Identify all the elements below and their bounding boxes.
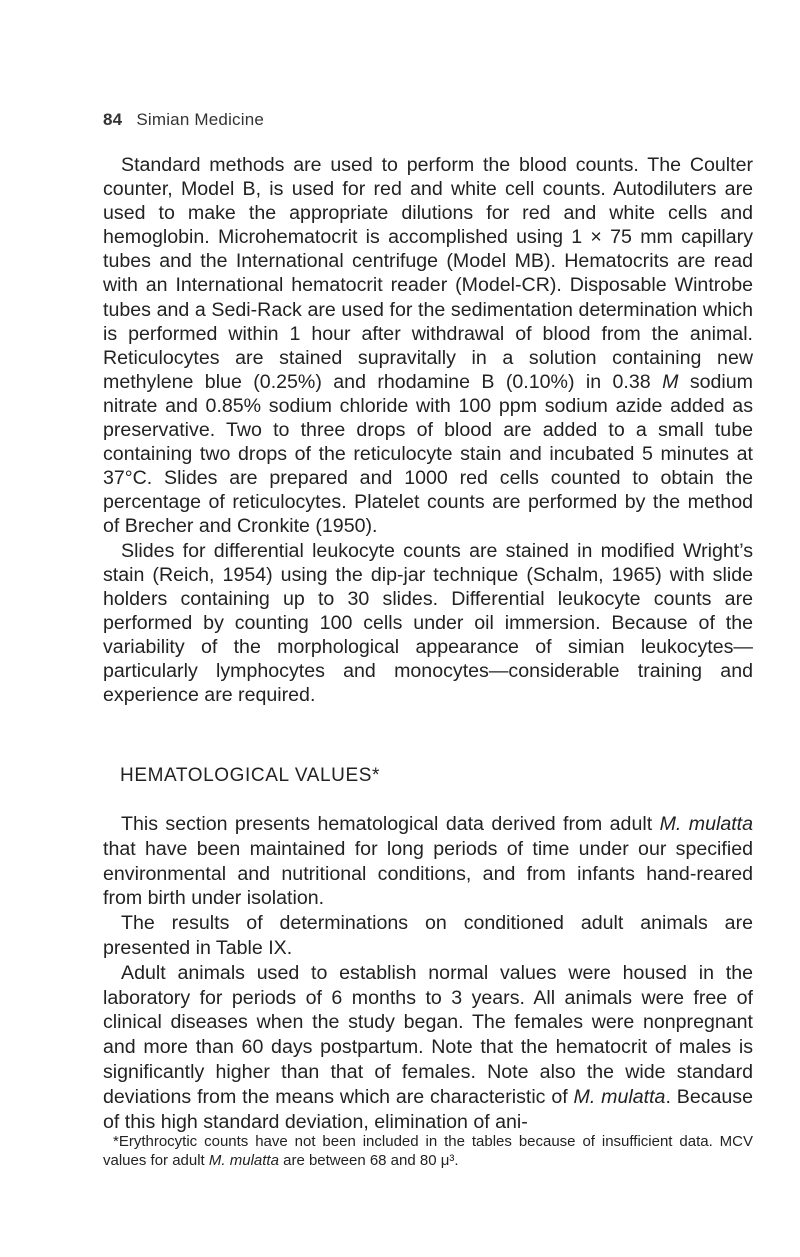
running-head <box>103 110 264 130</box>
methods-paragraph-2: Slides for differential leukocyte counts are stained in modified Wright’s stain (Reich, 1954) using the dip-jar technique (Schalm, 1965) with slide holders containing up to 30 slides. Differential leukocyte counts are performed by counting 100 cells under oil immersion. Because of the variability of the morphological appearance of simian leukocytes—particularly lymphocytes and monocytes—considerable training and experience are required. <box>103 539 753 707</box>
section-heading: HEMATOLOGICAL VALUES* <box>120 765 381 786</box>
hematological-values-section <box>103 812 753 1134</box>
text-run: . <box>454 1151 459 1169</box>
text-run: sodium nitrate and 0.85% sodium chloride with 100 ppm sodium azide added as preservative. Two to three drops of blood are added to a small tube containing two drops of the reticulocyte stain and incubated 5 minutes at 37°C. Slides are prepared and 1000 red cells counted to obtain the percentage of reticulocytes. Platelet counts are performed by the method of Brecher and Cronkite (1950). <box>103 370 753 538</box>
unit-mu-cubed: μ³ <box>440 1151 455 1169</box>
text-run: Adult animals used to establish normal values were housed in the laboratory for periods of 6 months to 3 years. All animals were free of clinical diseases when the study began. The females were nonpregnant and more than 60 days postpartum. Note that the hematocrit of males is significantly higher than that of females. Note also the wide standard deviations from the means which are characteristic of <box>103 961 753 1108</box>
running-title: Simian Medicine <box>136 110 265 129</box>
text-run: *Erythrocytic counts have not been included in the tables because of insufficient data. MCV values for adult <box>103 1133 753 1169</box>
italic-run: M. mulatta <box>573 1085 666 1108</box>
text-run: This section presents hematological data derived from adult <box>121 813 660 835</box>
footnote <box>103 1133 753 1170</box>
text-run: that have been maintained for long periods of time under our specified environmental and nutritional conditions, and from infants hand-reared from birth under isolation. <box>103 837 753 910</box>
methods-paragraph-1 <box>103 153 753 539</box>
text-run: are between 68 and 80 <box>278 1151 441 1169</box>
section-paragraph-3 <box>103 961 753 1135</box>
page-number: 84 <box>103 110 123 129</box>
section-paragraph-2: The results of determinations on conditioned adult animals are presented in Table IX. <box>103 912 753 959</box>
footnote-text <box>103 1133 753 1170</box>
section-paragraph-1 <box>103 812 753 911</box>
methods-section <box>103 153 753 707</box>
italic-run: M. mulatta <box>659 813 753 835</box>
text-run: Standard methods are used to perform the blood counts. The Coulter counter, Model B, is used for red and white cell counts. Autodiluters are used to make the appropriate dilutions for red and white cells and hemoglobin. Microhematocrit is accomplished using 1 × 75 mm capillary tubes and the International centrifuge (Model MB). Hematocrits are read with an International hematocrit reader (Model-CR). Disposable Wintrobe tubes and a Sedi-Rack are used for the sedimentation determination which is performed within 1 hour after withdrawal of blood from the animal. Reticulocytes are stained supravitally in a solution containing new methylene blue (0.25%) and rhodamine B (0.10%) in 0.38 <box>103 154 753 393</box>
text-run: . Because of this high standard deviation, elimination of ani- <box>103 1085 753 1133</box>
italic-run: M <box>662 370 679 393</box>
italic-run: M. mulatta <box>208 1151 279 1169</box>
